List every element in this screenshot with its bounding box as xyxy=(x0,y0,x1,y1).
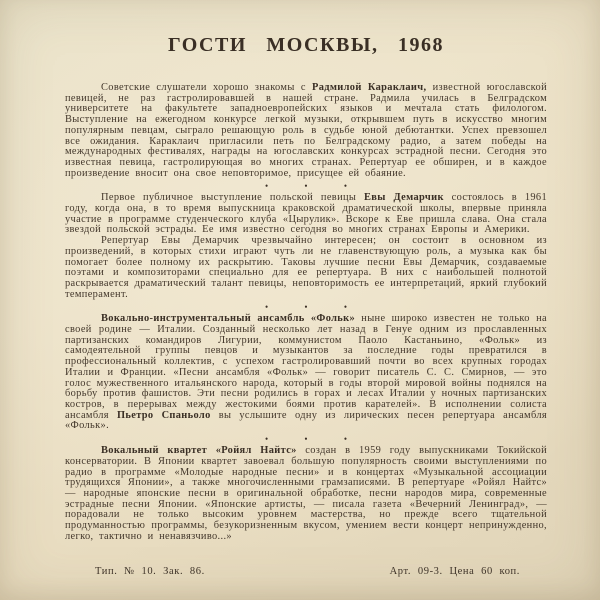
radmila-karaklaich-name: Радмилой Караклаич, xyxy=(312,82,427,93)
footer-price-info: Арт. 09-3. Цена 60 коп. xyxy=(389,566,520,577)
text-run: Советские слушатели хорошо знакомы с xyxy=(101,82,313,93)
folk-ensemble-name: Вокально-инструментальный ансамбль «Фольк» xyxy=(101,313,356,325)
text-run: известной югославской певицей, не раз гастролировавшей в нашей стране. Радмила училась в Белградском университете на факультете западноевропейских языков и мечтала стать филологом. Выступление на ежегодном конкурсе легкой музыки, открывшем путь в искусство многим популярным певцам, сыграло решающую роль в судьбе юной дебютантки. Успех превзошел все ожидания. Караклаич пригласили петь по Белградскому радио, а затем победы на международных фестивалях, награды на югославских конкурсах эстрадной песни. Сегодня это известная певица, гастролирующая во многих странах. Репертуар ее обширен, и в каждое произведение вносит она свое неповторимое, присущее ей обаяние. xyxy=(65,82,547,179)
text-run: Первое публичное выступление польской певицы xyxy=(101,192,365,204)
page-title: ГОСТИ МОСКВЫ, 1968 xyxy=(168,34,444,56)
paragraph-ewa-demarczyk-repertoire xyxy=(65,236,547,300)
footer-print-info: Тип. № 10. Зак. 86. xyxy=(95,566,205,577)
text-run: вы услышите одну из лирических песен репертуара ансамбля «Фольк». xyxy=(65,409,548,432)
paragraph-ewa-demarczyk-intro xyxy=(65,193,547,236)
paragraph-royal-knights xyxy=(65,446,547,542)
pietro-spagnolo-name: Пьетро Спаньоло xyxy=(116,409,211,421)
section-separator: • • • xyxy=(265,302,364,313)
paragraph-radmila-karaklaich xyxy=(65,83,547,179)
paragraph-folk-ensemble xyxy=(65,314,547,432)
text-run: состоялось в 1961 году, когда она, в то время выпускница краковской драматической школы, впервые приняла участие в программе студенческого клуба «Цырулик». Вскоре к Еве пришла слава. Она стала звездой польской эстрады. Ее имя известно сегодня во многих странах Европы и Америки. xyxy=(65,192,548,236)
text-run: Репертуар Евы Демарчик чрезвычайно интересен; он состоит в основном из произведений, в которых стихи играют чуть ли не главенствующую роль, а музыка как бы помогает более полному их раскрытию. Таковы лучшие песни Евы Демарчик, создаваемые поэтами и композиторами специально для ее репертуара. В них с наибольшей полнотой раскрывается драматический талант певицы, неповторимость ее интерпретаций, яркий глубокий темперамент. xyxy=(65,235,547,300)
section-separator: • • • xyxy=(265,434,364,445)
text-run: создан в 1959 году выпускниками Токийской консерватории. В Японии квартет завоевал большую популярность своими выступлениями по радио в программе «Молодые народные песни» и в концертах «Музыкальной ассоциации трудящихся Японии», а также многочисленными грамзаписями. В репертуаре «Ройял Найтс» — народные японские песни в оригинальной обработке, песни народов мира, современные эстрадные песни Японии. «Японские артисты, — писала газета «Вечерний Ленинград», — порадовали не только высоким уровнем мастерства, но прежде всего тщательной продуманностью программы, безукоризненным вкусом, умением вести концерт непринужденно, легко, тактично и ненавязчиво...» xyxy=(65,445,547,542)
ewa-demarczyk-name: Евы Демарчик xyxy=(364,192,444,204)
text-run: ныне широко известен не только на своей родине — Италии. Созданный несколько лет назад в Генуе одним из прославленных партизанских командиров Лигурии, коммунистом Паоло Кастаньино, «Фольк» из самодеятельной группы певцов и музыкантов за последние годы превратился в профессиональный коллектив, с успехом гастролировавший почти во всех крупных городах Италии и Франции. «Песни ансамбля «Фольк» — говорит писатель С. С. Смирнов, — это голос мужественного итальянского народа, который в годы второй мировой войны поднялся на борьбу против фашистов. Эти песни родились в горах и лесах Италии у ночных партизанских костров, в перерывах между жестокими боями против карателей». В исполнении солиста ансамбля xyxy=(65,313,547,421)
royal-knights-name: Вокальный квартет «Ройял Найтс» xyxy=(101,445,297,457)
section-separator: • • • xyxy=(265,181,364,192)
